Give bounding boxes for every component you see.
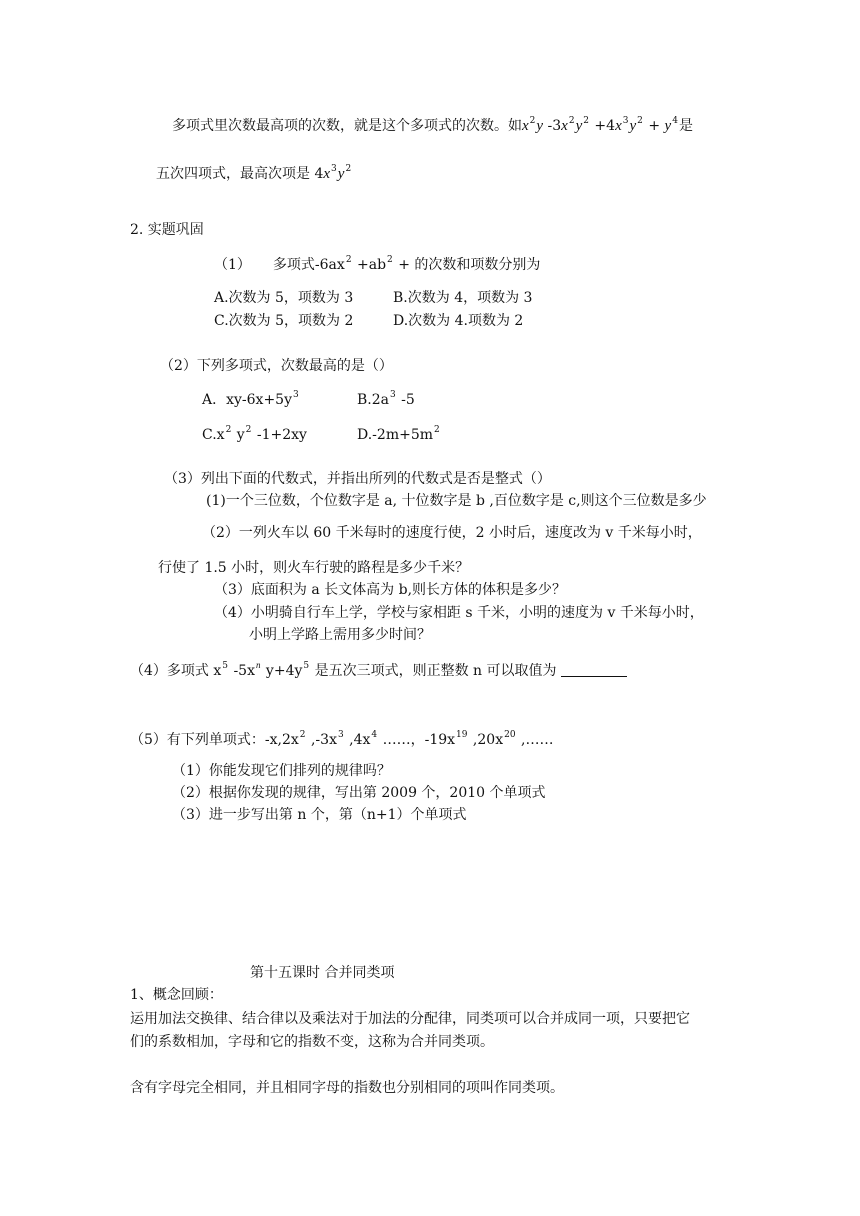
question-5-sub-1: （1）你能发现它们排列的规律吗？ — [172, 763, 391, 779]
question-1-option-a: A.次数为 5，项数为 3 — [214, 290, 354, 306]
answer-blank — [561, 662, 627, 677]
question-5-stem: （5）有下列单项式：$-x,2x^2$ $,-3x^3$ $,4x^4$ ……，$-19x^{19}$ $,20x^{20}$ ,…… — [130, 730, 554, 748]
question-2-stem: （2）下列多项式，次数最高的是（） — [160, 358, 393, 374]
question-1-option-c: C.次数为 5，项数为 2 — [214, 313, 354, 329]
concept-paragraph-1a: 运用加法交换律、结合律以及乘法对于加法的分配律，同类项可以合并成同一项，只要把它 — [130, 1011, 690, 1027]
intro-line-1: 多项式里次数最高项的次数，就是这个多项式的次数。如$x^2y$ $-3x^2y^2 +4x^3y^2 + y^4$是 — [172, 116, 693, 134]
question-1-stem: （1） 多项式$-6ax^2 +ab^2$ + 的次数和项数分别为 — [214, 255, 541, 273]
question-3-sub-4a: （4）小明骑自行车上学，学校与家相距 s 千米，小明的速度为 v 千米每小时， — [214, 605, 704, 621]
question-3-stem: （3）列出下面的代数式，并指出所列的代数式是否是整式（） — [164, 471, 551, 487]
intro-text: 多项式里次数最高项的次数，就是这个多项式的次数。如 — [172, 118, 522, 134]
question-1-option-b: B.次数为 4，项数为 3 — [393, 290, 533, 306]
question-5-sub-3: （3）进一步写出第 n 个，第（n+1）个单项式 — [172, 807, 467, 823]
question-2-option-a: A．$xy-6x+5y^3$ — [202, 390, 299, 408]
concept-paragraph-2: 含有字母完全相同，并且相同字母的指数也分别相同的项叫作同类项。 — [130, 1080, 564, 1096]
question-1-option-d: D.次数为 4.项数为 2 — [393, 313, 524, 329]
concept-paragraph-1b: 们的系数相加，字母和它的指数不变，这称为合并同类项。 — [130, 1034, 494, 1050]
question-3-sub-2a: （2）一列火车以 60 千米每时的速度行使，2 小时后，速度改为 v 千米每小时， — [202, 525, 702, 541]
question-2-option-d: $D.-2m+5m^2$ — [357, 425, 440, 443]
lesson-15-title: 第十五课时 合并同类项 — [250, 965, 395, 981]
question-5-sub-2: （2）根据你发现的规律，写出第 2009 个，2010 个单项式 — [172, 785, 546, 801]
question-3-sub-2b: 行使了 1.5 小时，则火车行驶的路程是多少千米？ — [158, 560, 470, 576]
intro-line-2: 五次四项式，最高次项是 $4x^3y^2$ — [156, 164, 352, 182]
question-3-sub-1: (1)一个三位数，个位数字是 a, 十位数字是 b ,百位数字是 c,则这个三位数是多少 — [206, 493, 707, 509]
polynomial-example: $x^2y$ $-3x^2y^2 +4x^3y^2 + y^4$ — [522, 116, 678, 134]
question-2-option-c: $C.x^2$ $y^2$ -1+2xy — [202, 425, 307, 443]
question-3-sub-3: （3）底面积为 a 长文体高为 b,则长方体的体积是多少？ — [214, 582, 567, 598]
question-3-sub-4b: 小明上学路上需用多少时间？ — [249, 627, 431, 643]
concept-review-heading: 1、概念回顾： — [130, 987, 223, 1003]
section-2-title: 2. 实题巩固 — [130, 222, 204, 238]
question-2-option-b: $B.2a^3$ -5 — [357, 390, 415, 408]
question-4: （4）多项式 $x^5$ $-5x^n$ $y+4y^5$ 是五次三项式，则正整数 n 可以取值为 — [130, 662, 627, 682]
